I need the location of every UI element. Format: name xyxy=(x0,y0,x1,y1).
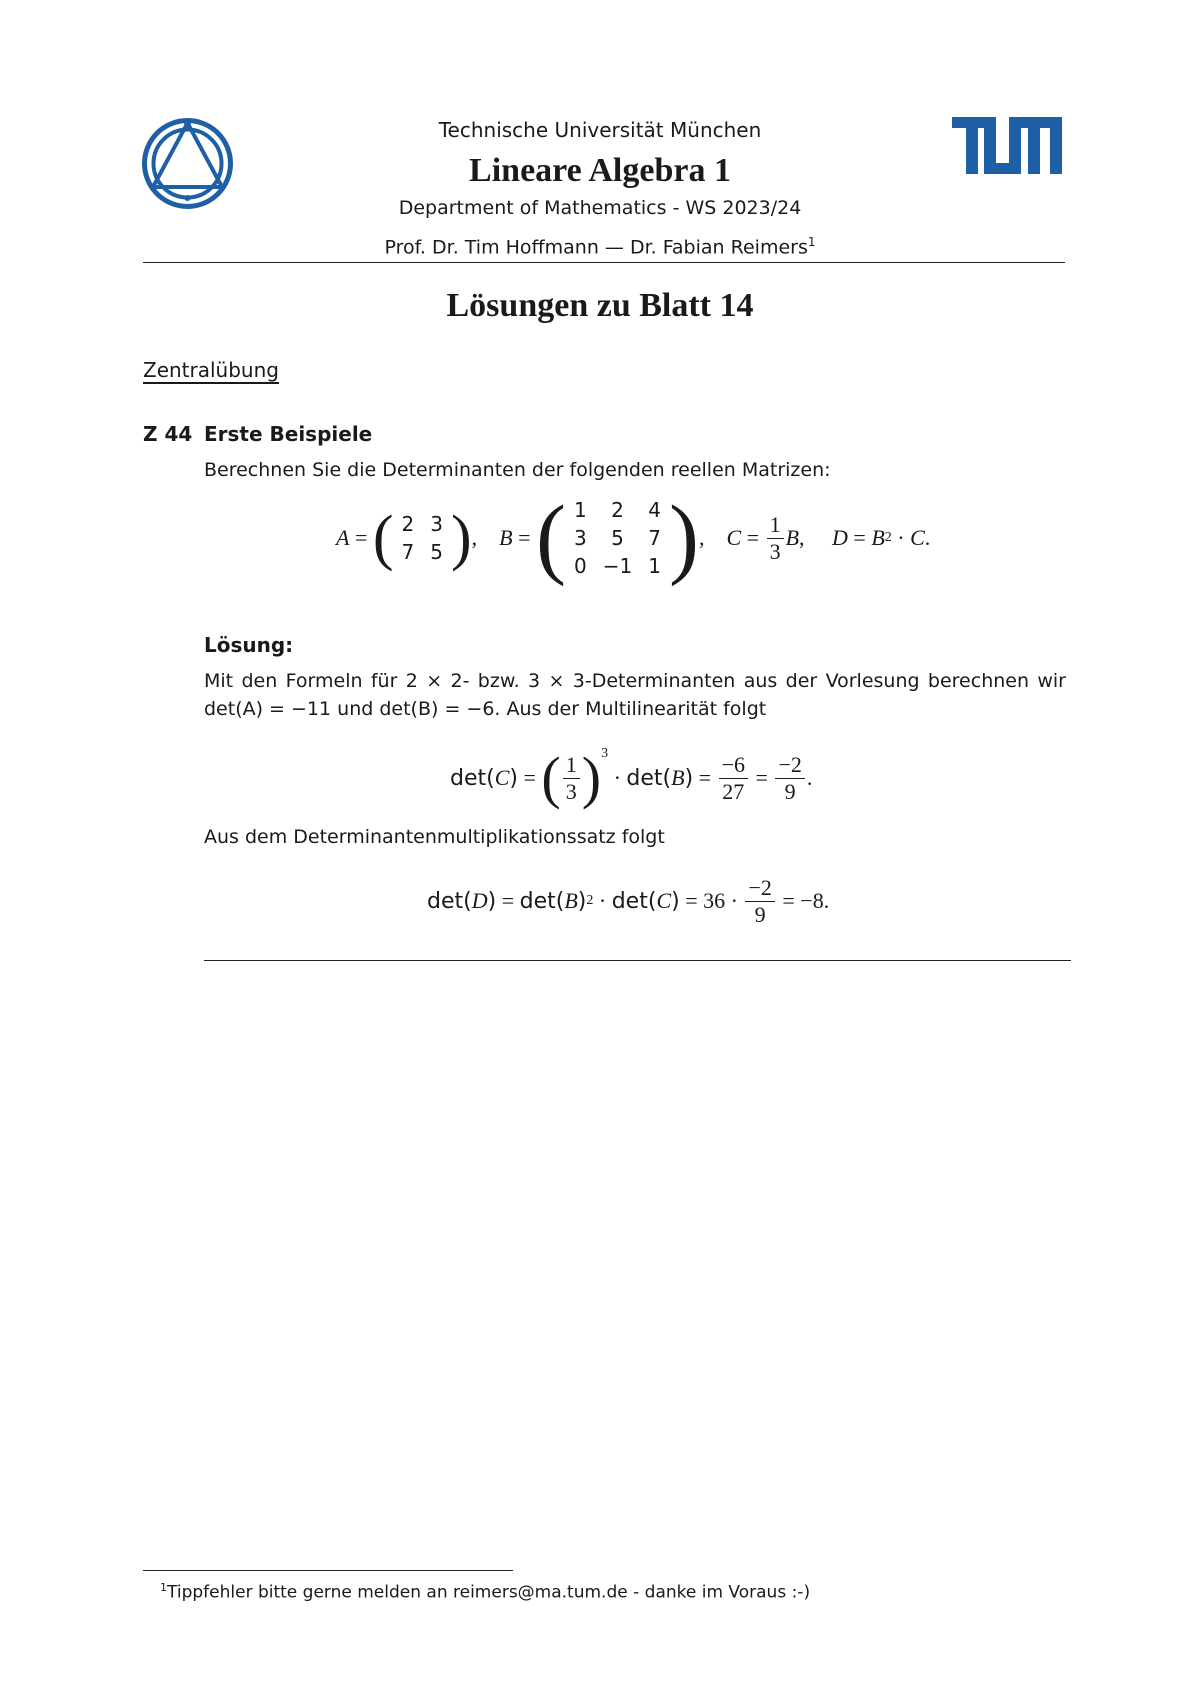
sheet-title: Lösungen zu Blatt 14 xyxy=(446,287,754,324)
formula-det-C: det( C ) = ( $\frac{1}{3}$ ) $^3$ · det( B ) = $\frac{-6}{27}$ = $\frac{-2}{9}$ . xyxy=(450,745,813,810)
matrix-definitions: A = ( 2 3 7 5 ) , B = ( 1 2 4 3 5 7 0 −1 1 ) , C = $\frac{1}{3}$ B , D = B 2 · C . xyxy=(336,488,931,587)
footnote xyxy=(160,1576,810,1605)
matrix-cell: 3 xyxy=(430,512,443,536)
footnote-text: Tippfehler bitte gerne melden an reimers@ma.tum.de - danke im Voraus :-) xyxy=(167,1582,811,1603)
symbol-D: D xyxy=(832,525,848,550)
matrix-cell: 0 xyxy=(574,554,587,578)
formula-det-D: det( D ) = det( B ) 2 · det( C ) = 36 · $\frac{-2}{9}$ = −8. xyxy=(427,874,830,927)
matrix-A xyxy=(394,510,451,566)
professors-line xyxy=(250,228,950,261)
matrix-cell: 5 xyxy=(430,540,443,564)
matrix-cell: 4 xyxy=(648,498,661,522)
solution-end-rule xyxy=(204,960,1071,961)
exercise-prompt: Berechnen Sie die Determinanten der folgenden reellen Matrizen: xyxy=(204,459,831,481)
matrix-cell: 1 xyxy=(574,498,587,522)
footnote-mark: 1 xyxy=(807,235,816,249)
solution-line-1: Mit den Formeln für 2 × 2- bzw. 3 × 3-Determinanten aus der Vorlesung berechnen wir xyxy=(204,670,1066,692)
section-heading: Zentralübung xyxy=(143,358,279,382)
matrix-cell: 5 xyxy=(611,526,624,550)
solution-line-3: Aus dem Determinantenmultiplikationssatz folgt xyxy=(204,826,665,848)
matrix-B xyxy=(566,496,669,580)
matrix-cell: 7 xyxy=(401,540,415,564)
exercise-name: Erste Beispiele xyxy=(204,422,373,446)
tum-logo xyxy=(952,117,1062,174)
matrix-cell: 2 xyxy=(401,512,415,536)
matrix-cell: 2 xyxy=(611,498,624,522)
footnote-rule xyxy=(143,1570,513,1571)
matrix-cell: 3 xyxy=(574,526,587,550)
university-name: Technische Universität München xyxy=(438,118,762,142)
solution-label: Lösung: xyxy=(204,633,294,657)
symbol-B: B xyxy=(499,525,513,550)
symbol-C: C xyxy=(726,525,742,550)
matrix-cell: 1 xyxy=(648,554,661,578)
header-rule xyxy=(143,262,1065,263)
symbol-A: A xyxy=(336,525,350,550)
footnote-number: 1 xyxy=(160,1581,167,1594)
department-line: Department of Mathematics - WS 2023/24 xyxy=(398,197,802,219)
professors-text: Prof. Dr. Tim Hoffmann — Dr. Fabian Reimers xyxy=(384,236,808,259)
matrix-cell: 7 xyxy=(648,526,661,550)
course-title: Lineare Algebra 1 xyxy=(469,152,731,189)
math-department-seal-logo xyxy=(140,116,235,211)
fraction-one-third: $\frac{1}{3}$ xyxy=(767,512,784,565)
exercise-number: Z 44 xyxy=(143,422,193,446)
solution-line-2: det(A) = −11 und det(B) = −6. Aus der Multilinearität folgt xyxy=(204,698,767,720)
matrix-cell: −1 xyxy=(602,554,633,578)
